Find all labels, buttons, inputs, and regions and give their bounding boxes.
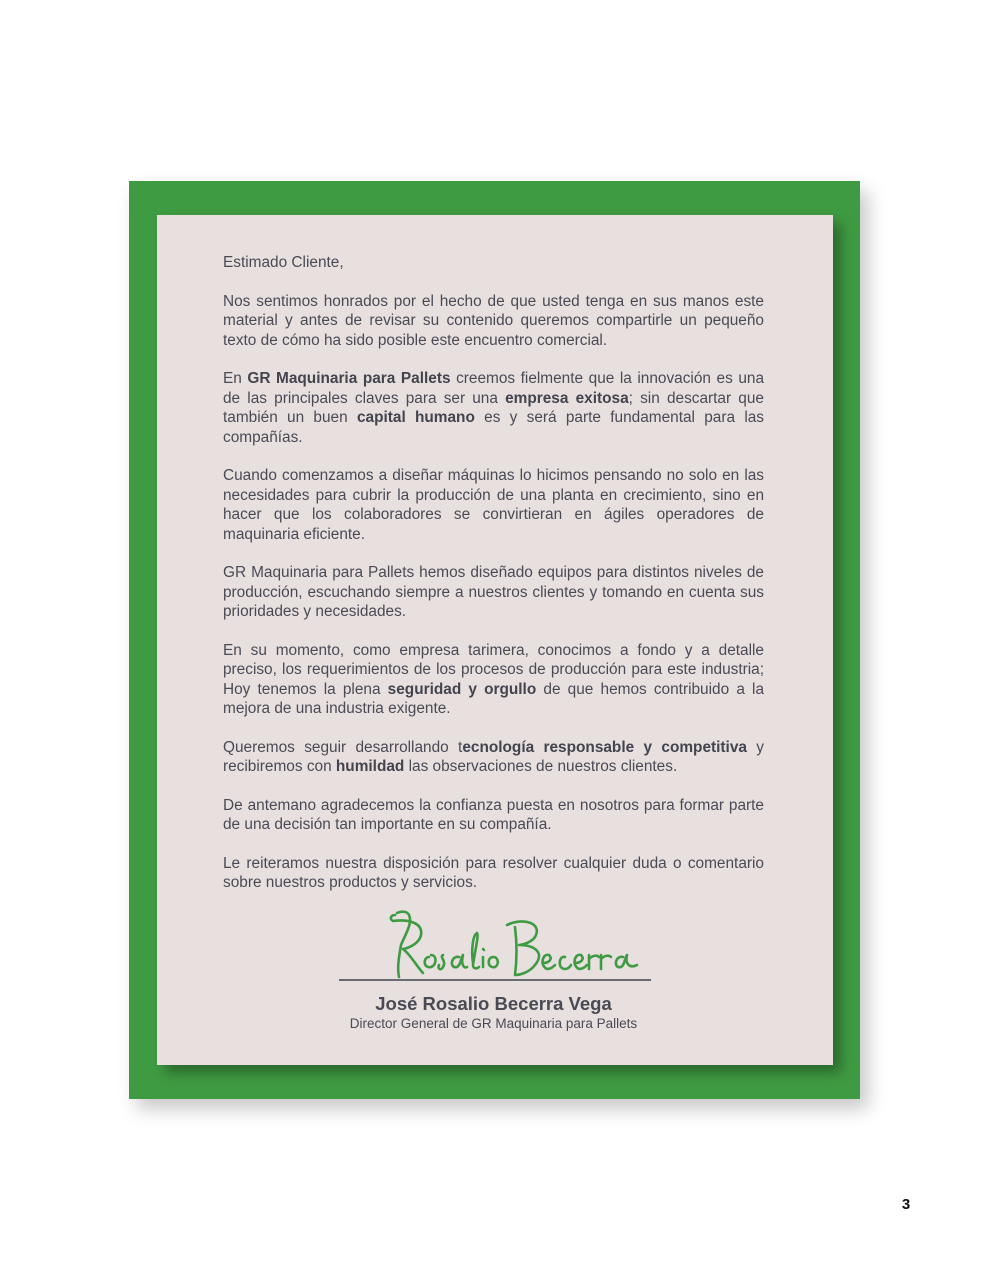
signature-line [339, 979, 651, 981]
letter-paragraph-8: Le reiteramos nuestra disposición para resolver cualquier duda o comentario sobre nuestros productos y servicios. [223, 854, 764, 891]
emphasis-bold: empresa exitosa [505, 389, 629, 407]
letter-paragraph-7: De antemano agradecemos la confianza puesta en nosotros para formar parte de una decisión tan importante en su compañía. [223, 796, 764, 833]
signer-title: Director General de GR Maquinaria para Pallets [349, 1016, 638, 1031]
text-run: En [223, 370, 248, 387]
letter-paragraph-4: GR Maquinaria para Pallets hemos diseñado equipos para distintos niveles de producción, escuchando siempre a nuestros clientes y tomando en cuenta sus prioridades y necesidades. [223, 564, 764, 620]
signer-name: José Rosalio Becerra Vega [375, 993, 612, 1014]
letter-paragraph-1: Nos sentimos honrados por el hecho de que usted tenga en sus manos este material y antes de revisar su contenido queremos compartirle un pequeño texto de cómo ha sido posible este encuentro comercial. [223, 292, 764, 349]
letter-paragraph-5 [223, 641, 764, 719]
letter-paragraph-2 [223, 369, 764, 447]
letter-paper [157, 215, 833, 1065]
company-name-bold: GR Maquinaria para Pallets [247, 370, 451, 387]
text-run: Queremos seguir desarrollando t [223, 738, 463, 756]
emphasis-bold: humildad [335, 758, 405, 775]
letter-body [223, 253, 764, 893]
text-run: de que hemos contribuido a la mejora de una industria exigente. [223, 680, 765, 717]
letter-paragraph-6 [223, 738, 764, 777]
text-run: En su momento, como empresa tarimera, conocimos a fondo y a detalle preciso, los requerimientos de los procesos de producción para este industria; Hoy tenemos la plena [223, 641, 764, 698]
emphasis-bold: ecnología responsable y competitiva [462, 738, 747, 756]
text-run: y recibiremos con [223, 738, 764, 775]
emphasis-bold: capital humano [356, 409, 475, 426]
handwritten-signature [339, 905, 651, 985]
text-run: creemos fielmente que la innovación es una de las principales claves para ser una [223, 370, 765, 407]
green-frame [129, 181, 860, 1099]
signature-block [339, 905, 651, 985]
text-run: es y será parte fundamental para las compañías. [223, 409, 764, 446]
letter-greeting: Estimado Cliente, [223, 254, 344, 271]
letter-paragraph-3: Cuando comenzamos a diseñar máquinas lo hicimos pensando no solo en las necesidades para cubrir la producción de una planta en crecimiento, sino en hacer que los colaboradores se convirtieran en ágiles operadores de maquinaria eficiente. [223, 467, 764, 543]
page-number: 3 [901, 1196, 911, 1213]
text-run: las observaciones de nuestros clientes. [404, 758, 678, 775]
emphasis-bold: seguridad y orgullo [387, 680, 537, 698]
text-run: ; sin descartar que también un buen [223, 389, 764, 426]
